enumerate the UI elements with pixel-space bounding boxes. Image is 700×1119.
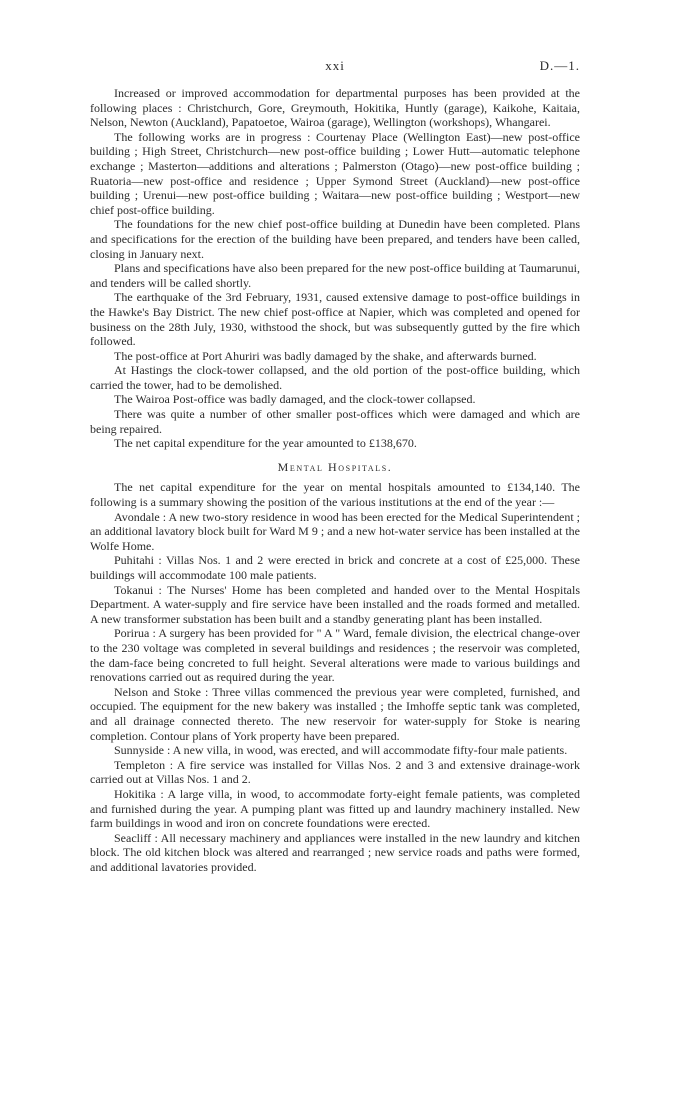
- paragraph: The net capital expenditure for the year amounted to £138,670.: [114, 436, 417, 451]
- paragraph: Sunnyside : A new villa, in wood, was erected, and will accommodate fifty-four male patients.: [114, 743, 568, 758]
- paragraph: Hokitika : A large villa, in wood, to accommodate forty-eight female patients, was completed and furnished during the year. A pumping plant was fitted up and laundry machinery installed. New farm buildings in wood and iron on concrete foundations were erected.: [90, 786, 580, 831]
- paragraph: The earthquake of the 3rd February, 1931, caused extensive damage to post-office buildings in the Hawke's Bay District. The new chief post-office at Napier, which was completed and opened for business on the 28th July, 1930, withstood the shock, but was subsequently gutted by the fire which followed.: [90, 290, 580, 349]
- paragraph: Increased or improved accommodation for departmental purposes has been provided at the following places : Christchurch, Gore, Greymouth, Hokitika, Huntly (garage), Kaikohe, Kaitaia, Nelson, Newton (Auckland), Papatoetoe, Wairoa (garage), Wellington (workshops), Whangarei.: [90, 86, 580, 130]
- paragraph: Templeton : A fire service was installed for Villas Nos. 2 and 3 and extensive drainage-work carried out at Villas Nos. 1 and 2.: [90, 757, 580, 787]
- paragraph: There was quite a number of other smaller post-offices which were damaged and which are being repaired.: [90, 407, 580, 436]
- paragraph: Avondale : A new two-story residence in wood has been erected for the Medical Superintendent ; an additional lavatory block built for Ward M 9 ; and a new hot-water service has been installed at the Wolfe Home.: [90, 509, 580, 553]
- paragraph: Porirua : A surgery has been provided for " A " Ward, female division, the electrical change-over to the 230 voltage was completed in several buildings and residences ; the reservoir was completed, the dam-face being concreted to full height. Several alterations were made to various buildings and renovations carried out as required during the year.: [90, 626, 580, 685]
- paragraph: The foundations for the new chief post-office building at Dunedin have been completed. Plans and specifications for the erection of the building have been prepared, and tenders have been called, closing in January next.: [90, 217, 580, 261]
- page-number: xxi: [325, 58, 345, 73]
- paragraph: The following works are in progress : Courtenay Place (Wellington East)—new post-office building ; High Street, Christchurch—new post-office building ; Lower Hutt—automatic telephone exchange ; Masterton—additions and alterations ; Palmerston (Otago)—new post-office building ; Ruatoria—new post-office and residence ; Upper Symond Street (Auckland)—new post-office building ; Urenui—new post-office building ; Waitara—new post-office building ; Westport—new chief post-office building.: [90, 129, 580, 217]
- paragraph: The Wairoa Post-office was badly damaged, and the clock-tower collapsed.: [114, 392, 476, 407]
- section-heading: Mental Hospitals.: [277, 459, 393, 474]
- document-body: [90, 86, 580, 874]
- paragraph: Tokanui : The Nurses' Home has been completed and handed over to the Mental Hospitals Department. A water-supply and fire service have been installed and the roads formed and metalled. A new transformer substation has been built and a standby generating plant has been installed.: [90, 582, 580, 626]
- document-reference: D.—1.: [539, 58, 580, 73]
- post-office-section: [90, 86, 580, 451]
- paragraph: Nelson and Stoke : Three villas commenced the previous year were completed, furnished, and occupied. The equipment for the new bakery was installed ; the Imhoffe septic tank was completed, and all drainage connected thereto. The new reservoir for water-supply for Stoke is nearing completion. Contour plans of York property have been prepared.: [90, 684, 580, 743]
- paragraph: At Hastings the clock-tower collapsed, and the old portion of the post-office building, which carried the tower, had to be demolished.: [90, 363, 580, 392]
- mental-hospitals-section: [90, 480, 580, 874]
- paragraph: Plans and specifications have also been prepared for the new post-office building at Taumarunui, and tenders will be called shortly.: [90, 261, 580, 290]
- paragraph: Seacliff : All necessary machinery and appliances were installed in the new laundry and kitchen block. The old kitchen block was altered and rearranged ; new service roads and paths were formed, and additional lavatories provided.: [90, 830, 580, 874]
- paragraph: The net capital expenditure for the year on mental hospitals amounted to £134,140. The following is a summary showing the position of the various institutions at the end of the year :—: [90, 480, 580, 510]
- paragraph: Puhitahi : Villas Nos. 1 and 2 were erected in brick and concrete at a cost of £25,000. These buildings will accommodate 100 male patients.: [90, 553, 580, 582]
- paragraph: The post-office at Port Ahuriri was badly damaged by the shake, and afterwards burned.: [114, 348, 537, 363]
